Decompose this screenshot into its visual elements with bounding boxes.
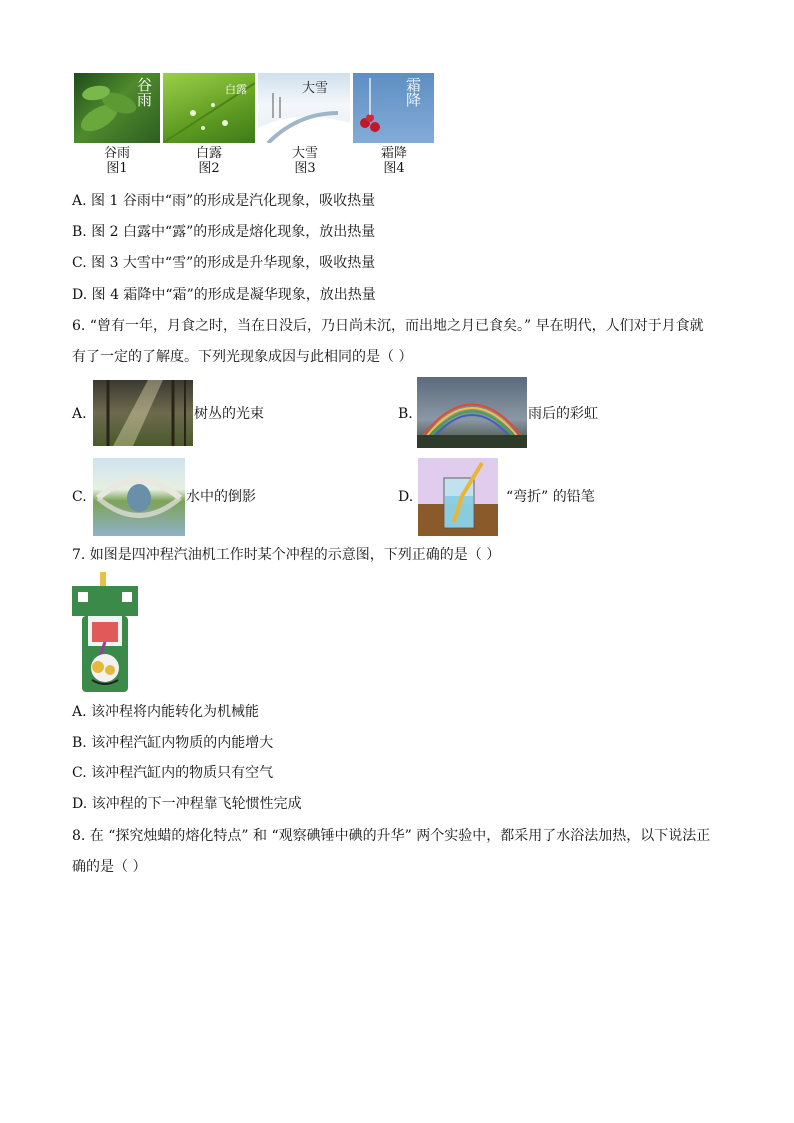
q7-stem: 7. 如图是四冲程汽油机工作时某个冲程的示意图，下列正确的是（ ） (72, 547, 501, 563)
figure-shuangjiang-image (353, 73, 434, 143)
figure-overlay-text: 白露 (225, 83, 247, 96)
figure-guyu-image (74, 73, 160, 143)
q6-option-d-letter: D. (398, 489, 414, 505)
figure-overlay-text: 谷雨 (135, 77, 153, 107)
q6-option-b-letter: B. (398, 406, 413, 422)
rainbow-image (417, 377, 527, 448)
q6-option-b-text: 雨后的彩虹 (528, 406, 598, 422)
figure-number: 图3 (294, 161, 316, 176)
q6-stem-line2: 有了一定的了解度。下列光现象成因与此相同的是（ ） (72, 349, 413, 365)
figure-overlay-text: 霜降 (404, 77, 422, 107)
q7-option-c: C. 该冲程汽缸内的物质只有空气 (72, 765, 274, 781)
figure-name: 谷雨 (103, 146, 130, 161)
rainbow-illustration (417, 377, 527, 448)
q7-option-b: B. 该冲程汽缸内物质的内能增大 (72, 735, 274, 751)
bent-pencil-illustration (418, 458, 498, 536)
figure-name: 白露 (195, 146, 222, 161)
figure-name: 霜降 (380, 146, 407, 161)
q6-option-c-letter: C. (72, 489, 87, 505)
bridge-reflection-illustration (93, 458, 185, 536)
figure-caption (72, 146, 162, 176)
q8-stem-line1: 8. 在 “探究烛蜡的熔化特点” 和 “观察碘锤中碘的升华” 两个实验中，都采用了水浴法加热，以下说法正 (72, 828, 711, 844)
bridge-reflection-image (93, 458, 185, 536)
q5-option-c: C. 图 3 大雪中“雪”的形成是升华现象，吸收热量 (72, 255, 376, 271)
figure-bailu-image (163, 73, 255, 143)
q6-stem-line1: 6. “曾有一年，月食之时，当在日没后，乃日尚未沉，而出地之月已食矣。” 早在明代，人们对于月食就 (72, 318, 704, 334)
figure-daxue-image (258, 73, 350, 143)
q7-option-a: A. 该冲程将内能转化为机械能 (72, 704, 260, 720)
q8-stem-line2: 确的是（ ） (72, 859, 147, 875)
q6-option-a-text: 树丛的光束 (194, 406, 264, 422)
bent-pencil-image (418, 458, 498, 536)
figure-caption (164, 146, 254, 176)
forest-light-illustration (93, 380, 193, 446)
figure-number: 图2 (198, 161, 220, 176)
q5-option-d: D. 图 4 霜降中“霜”的形成是凝华现象，放出热量 (72, 287, 376, 303)
q5-option-b: B. 图 2 白露中“露”的形成是熔化现象，放出热量 (72, 224, 376, 240)
figure-caption (349, 146, 439, 176)
figure-caption (260, 146, 350, 176)
forest-light-image (93, 380, 193, 446)
figure-overlay-text: 大雪 (302, 81, 329, 96)
q5-option-a: A. 图 1 谷雨中“雨”的形成是汽化现象，吸收热量 (72, 193, 376, 209)
q6-option-c-text: 水中的倒影 (186, 489, 256, 505)
engine-diagram (70, 572, 140, 694)
q7-option-d: D. 该冲程的下一冲程靠飞轮惯性完成 (72, 796, 302, 812)
q6-option-a-letter: A. (72, 406, 87, 422)
figure-number: 图1 (106, 161, 128, 176)
figure-number: 图4 (383, 161, 405, 176)
engine-diagram-svg (70, 572, 140, 694)
q6-option-d-text: “弯折” 的铅笔 (506, 489, 595, 505)
figure-name: 大雪 (291, 146, 318, 161)
